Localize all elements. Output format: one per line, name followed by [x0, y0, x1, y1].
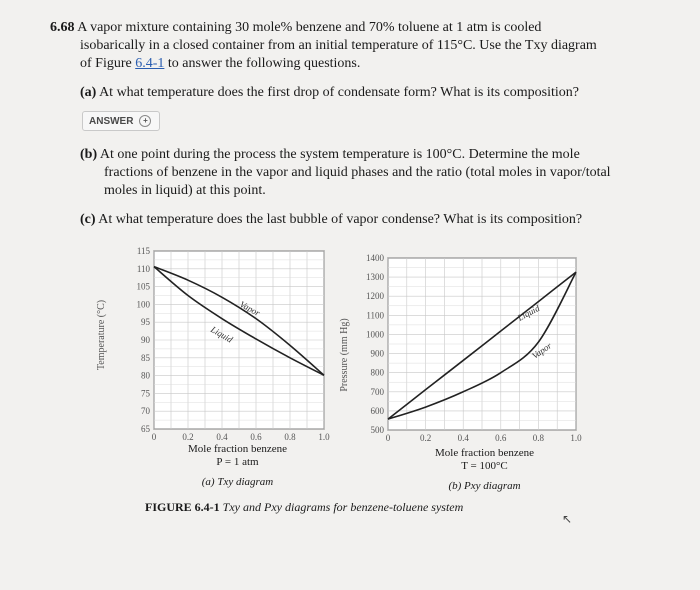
pxy-ytick-label: 1300 — [366, 272, 384, 283]
pxy-condition: T = 100°C — [461, 460, 508, 472]
txy-xtick-label: 0 — [151, 432, 157, 442]
part-b-line1: At one point during the process the system temperature is 100°C. Determine the mole — [99, 147, 580, 162]
pxy-chart — [366, 253, 582, 443]
pxy-ytick-label: 1000 — [366, 329, 384, 340]
pxy-xtick-label: 0 — [385, 433, 391, 443]
part-b-label: (b) — [80, 147, 98, 162]
pxy-ytick-label: 600 — [370, 405, 384, 416]
part-b — [80, 146, 580, 164]
part-a — [80, 84, 579, 102]
pxy-xtick-label: 0.8 — [532, 433, 545, 443]
pxy-xlabel: Mole fraction benzene — [435, 447, 534, 459]
problem-text-line3: of Figure 6.4-1 to answer the following questions. — [80, 56, 361, 71]
pxy-vapor-label: Vapor — [530, 340, 554, 361]
txy-liquid-label: Liquid — [209, 324, 235, 345]
pxy-ytick-label: 1100 — [366, 310, 384, 321]
figure-text: Txy and Pxy diagrams for benzene-toluene system — [222, 500, 464, 514]
plus-circle-icon: + — [139, 115, 151, 127]
pxy-liquid-label: Liquid — [515, 302, 542, 323]
pxy-xtick-label: 0.2 — [419, 433, 432, 443]
pxy-ylabel: Pressure (mm Hg) — [339, 318, 350, 392]
txy-ytick-label: 85 — [141, 352, 150, 363]
pxy-title: (b) Pxy diagram — [448, 480, 521, 492]
pxy-ytick-label: 1200 — [366, 291, 384, 302]
pxy-xtick-label: 1.0 — [570, 433, 582, 443]
figure-label: FIGURE 6.4-1 — [145, 500, 220, 514]
txy-ytick-label: 80 — [141, 370, 150, 381]
pxy-ytick-label: 1400 — [366, 253, 384, 263]
pxy-ytick-label: 500 — [370, 425, 384, 435]
txy-xtick-label: 0.6 — [250, 432, 262, 442]
txy-ylabel: Temperature (°C) — [96, 299, 107, 371]
txy-ytick-label: 90 — [141, 335, 150, 345]
txy-ytick-label: 95 — [141, 317, 150, 328]
txy-xlabel: Mole fraction benzene — [188, 443, 287, 455]
txy-ytick-label: 70 — [141, 406, 150, 417]
answer-button[interactable]: ANSWER + — [82, 111, 160, 131]
part-b-line3: moles in liquid) at this point. — [104, 183, 266, 198]
txy-xtick-label: 0.8 — [284, 432, 296, 442]
mouse-cursor-icon: ↖ — [562, 512, 573, 526]
pxy-ytick-label: 700 — [370, 386, 384, 397]
part-c — [80, 211, 582, 229]
txy-ytick-label: 115 — [136, 246, 150, 256]
txy-title: (a) Txy diagram — [201, 476, 274, 488]
part-a-label: (a) — [80, 85, 97, 100]
pxy-ytick-label: 900 — [370, 348, 384, 359]
pxy-xtick-label: 0.6 — [495, 433, 507, 443]
problem-text-line1: A vapor mixture containing 30 mole% benzene and 70% toluene at 1 atm is cooled — [77, 20, 542, 35]
txy-xtick-label: 0.2 — [182, 432, 194, 442]
txy-ytick-label: 75 — [141, 388, 150, 399]
part-c-label: (c) — [80, 212, 96, 227]
txy-ytick-label: 105 — [136, 281, 150, 292]
problem-text-line2: isobarically in a closed container from an initial temperature of 115°C. Use the Txy diagram — [80, 38, 597, 53]
txy-xtick-label: 0.4 — [216, 432, 228, 442]
problem-statement — [50, 19, 541, 37]
part-b-line2: fractions of benzene in the vapor and liquid phases and the ratio (total moles in vapor/total — [104, 165, 611, 180]
txy-ytick-label: 110 — [136, 263, 150, 274]
txy-ytick-label: 65 — [141, 424, 150, 434]
figure-caption — [145, 500, 463, 515]
txy-condition: P = 1 atm — [216, 456, 259, 468]
txy-vapor-label: Vapor — [238, 299, 262, 319]
figure-link[interactable]: 6.4-1 — [135, 56, 165, 71]
part-a-text: At what temperature does the first drop of condensate form? What is its composition? — [99, 85, 579, 100]
problem-number: 6.68 — [50, 20, 75, 35]
pxy-ytick-label: 800 — [370, 367, 384, 378]
txy-xtick-label: 1.0 — [318, 432, 330, 442]
part-c-text: At what temperature does the last bubble of vapor condense? What is its composition? — [98, 212, 583, 227]
pxy-xtick-label: 0.4 — [457, 433, 469, 443]
txy-ytick-label: 100 — [136, 299, 150, 310]
figure-6-4-1 — [0, 235, 700, 495]
txy-chart — [137, 246, 331, 442]
